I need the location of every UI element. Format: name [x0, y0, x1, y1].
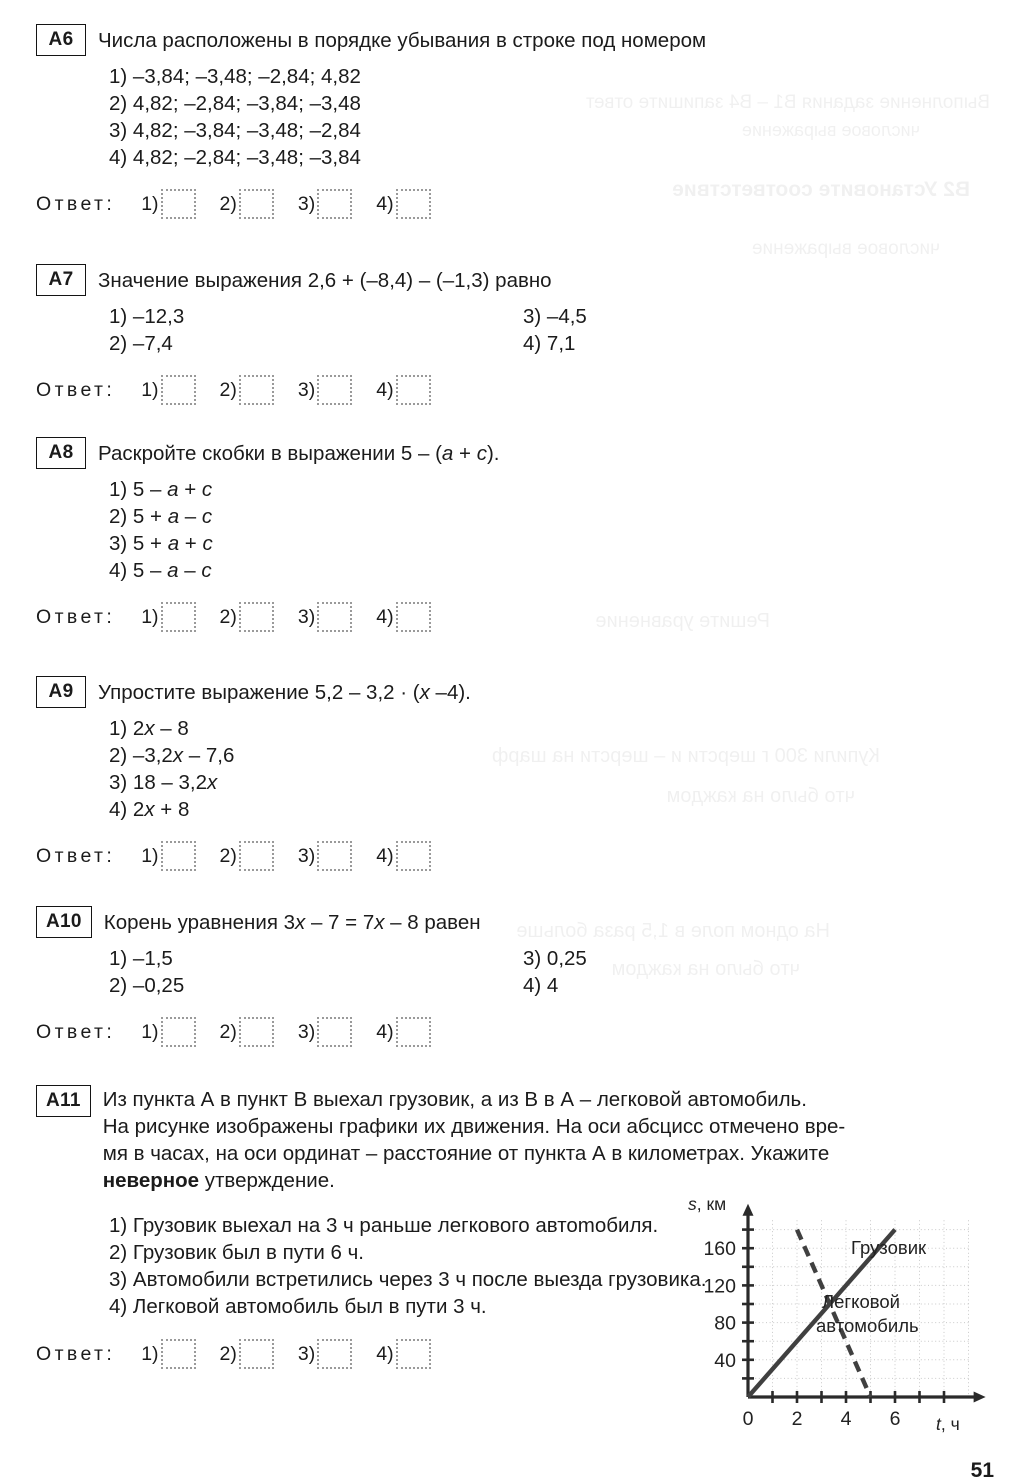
- prompt-text: –4).: [429, 681, 471, 704]
- answer-checkbox-4[interactable]: [396, 1339, 431, 1369]
- x-axis-arrow-icon: [974, 1392, 986, 1403]
- answer-choice-2[interactable]: [220, 841, 288, 871]
- series-label-car-line2: автомобиль: [816, 1315, 919, 1336]
- task-a11-option-2[interactable]: 2) Грузовик был в пути 6 ч.: [109, 1241, 364, 1264]
- answer-choice-2[interactable]: [220, 1017, 288, 1047]
- ghost-line: что было на каждом: [666, 785, 855, 807]
- y-axis-variable: s: [688, 1194, 697, 1214]
- prompt-text: +: [453, 442, 477, 465]
- answer-choice-1[interactable]: [141, 602, 209, 632]
- task-a7-option-3[interactable]: 3) –4,5: [523, 305, 587, 328]
- task-a11-prompt-line-1: Из пункта А в пункт В выехал грузовик, а из В в А – легковой автомобиль.: [102, 1088, 807, 1111]
- variable-a: a: [167, 532, 180, 555]
- task-a7-header: [36, 264, 996, 296]
- answer-choice-1[interactable]: [141, 1339, 209, 1369]
- answer-choice-number: 2): [219, 605, 237, 628]
- task-a8-answer-row: [36, 602, 996, 632]
- task-a9-option-4[interactable]: [109, 796, 996, 823]
- answer-checkbox-3[interactable]: [317, 1017, 352, 1047]
- answer-choice-3[interactable]: [298, 841, 366, 871]
- answer-choice-4[interactable]: [376, 841, 444, 871]
- task-a10-option-1[interactable]: 1) –1,5: [109, 947, 173, 970]
- answer-checkbox-1[interactable]: [161, 841, 196, 871]
- x-axis-variable: t: [936, 1414, 941, 1434]
- task-a6-options: [36, 63, 996, 171]
- answer-choice-number: 3): [297, 192, 316, 215]
- opt-text: 3) 18 – 3,2: [109, 771, 208, 794]
- answer-choice-number: 4): [376, 1020, 394, 1043]
- opt-text: 4) 5 –: [109, 559, 168, 582]
- answer-checkbox-1[interactable]: [161, 375, 196, 405]
- answer-checkbox-3[interactable]: [317, 841, 352, 871]
- task-a11-prompt-line-4: [103, 1167, 983, 1194]
- answer-checkbox-3[interactable]: [317, 375, 352, 405]
- answer-label: Ответ:: [36, 1342, 116, 1365]
- opt-text: –: [178, 559, 202, 582]
- task-a10-tag: A10: [36, 906, 92, 938]
- variable-c: c: [201, 478, 213, 501]
- task-a11-prompt-line-2: На рисунке изображены графики их движения. На оси абсцисс отмечено вре-: [102, 1115, 846, 1138]
- prompt-text: – 8 равен: [384, 911, 481, 934]
- variable-a: a: [167, 478, 179, 501]
- answer-choice-4[interactable]: [376, 189, 444, 219]
- answer-choice-number: 4): [376, 844, 394, 867]
- answer-choice-2[interactable]: [220, 189, 288, 219]
- variable-x: x: [419, 681, 430, 704]
- variable-c: c: [476, 442, 487, 465]
- task-a7-option-1[interactable]: 1) –12,3: [109, 305, 185, 328]
- x-axis-tick-label: 6: [889, 1408, 901, 1430]
- ghost-line: что было на каждом: [611, 958, 800, 980]
- task-a6: [36, 24, 996, 219]
- answer-choice-number: 2): [219, 192, 237, 215]
- variable-x: x: [207, 771, 218, 794]
- answer-choice-number: 2): [219, 844, 237, 867]
- opt-text: 2) 5 +: [109, 505, 168, 528]
- variable-a: a: [167, 559, 179, 582]
- answer-choice-number: 3): [297, 1342, 316, 1365]
- answer-choice-2[interactable]: [220, 375, 288, 405]
- x-axis-tick-label: 4: [840, 1408, 852, 1430]
- opt-text: 3) 5 +: [109, 532, 168, 555]
- answer-choice-3[interactable]: [298, 602, 366, 632]
- answer-choice-4[interactable]: [376, 602, 444, 632]
- opt-text: – 8: [154, 717, 189, 740]
- answer-choice-3[interactable]: [298, 375, 366, 405]
- task-a10-prompt: [92, 906, 481, 936]
- answer-checkbox-1[interactable]: [161, 189, 196, 219]
- prompt-text: утверждение.: [199, 1169, 335, 1192]
- opt-text: +: [179, 532, 203, 555]
- task-a6-option-4[interactable]: 4) 4,82; –2,84; –3,48; –3,84: [109, 146, 361, 169]
- x-axis-label: [936, 1414, 960, 1435]
- answer-choice-number: 3): [297, 844, 316, 867]
- ghost-line: Выполнение задания В1 – В4 запишите ответ: [585, 92, 990, 113]
- task-a7-answer-row: [36, 375, 996, 405]
- answer-label: Ответ:: [36, 192, 116, 215]
- answer-checkbox-4[interactable]: [396, 375, 431, 405]
- task-a6-option-1[interactable]: 1) –3,84; –3,48; –2,84; 4,82: [109, 65, 361, 88]
- task-a11-option-4[interactable]: 4) Легковой автомобиль был в пути 3 ч.: [109, 1295, 487, 1318]
- task-a9-option-2[interactable]: [109, 742, 996, 769]
- prompt-text: Раскройте скобки в выражении 5 – (: [98, 442, 442, 465]
- answer-choice-number: 2): [219, 378, 237, 401]
- opt-text: 2) –3,2: [109, 744, 173, 767]
- y-axis-tick-label: 80: [714, 1312, 736, 1335]
- answer-choice-number: 2): [219, 1342, 237, 1365]
- opt-text: + 8: [154, 798, 190, 821]
- opt-text: –: [179, 505, 202, 528]
- variable-x: x: [172, 744, 184, 767]
- task-a8-prompt: [86, 437, 499, 467]
- series-label-truck: Грузовик: [851, 1237, 927, 1258]
- answer-checkbox-3[interactable]: [317, 1339, 352, 1369]
- answer-choice-3[interactable]: [298, 1017, 366, 1047]
- answer-checkbox-3[interactable]: [317, 189, 352, 219]
- answer-checkbox-2[interactable]: [239, 1339, 274, 1369]
- variable-c: c: [201, 559, 212, 582]
- opt-text: 4) 2: [109, 798, 145, 821]
- answer-checkbox-4[interactable]: [396, 189, 431, 219]
- answer-checkbox-4[interactable]: [396, 1017, 431, 1047]
- task-a8-option-1[interactable]: [109, 476, 996, 503]
- answer-choice-1[interactable]: [141, 189, 209, 219]
- task-a8-header: [36, 437, 996, 469]
- task-a10-options: [36, 945, 996, 999]
- prompt-text: ).: [486, 442, 500, 465]
- task-a9-option-3[interactable]: [109, 769, 996, 796]
- answer-choice-number: 4): [376, 378, 394, 401]
- page-number: 51: [970, 1459, 994, 1482]
- task-a6-header: [36, 24, 996, 56]
- answer-checkbox-3[interactable]: [317, 602, 352, 632]
- answer-choice-number: 4): [376, 192, 394, 215]
- task-a9: [36, 676, 996, 871]
- x-axis-unit: , ч: [940, 1414, 960, 1434]
- ghost-line: Решите уравнение: [595, 610, 770, 632]
- answer-choice-number: 3): [297, 1020, 316, 1043]
- answer-checkbox-2[interactable]: [239, 189, 274, 219]
- answer-choice-number: 1): [141, 378, 159, 401]
- task-a9-prompt: [86, 676, 471, 706]
- answer-choice-4[interactable]: [376, 1339, 444, 1369]
- answer-label: Ответ:: [36, 844, 116, 867]
- y-axis-label: [688, 1194, 726, 1215]
- answer-checkbox-2[interactable]: [239, 841, 274, 871]
- answer-choice-2[interactable]: [220, 602, 288, 632]
- task-a9-answer-row: [36, 841, 996, 871]
- x-axis-tick-label: 2: [791, 1408, 803, 1430]
- task-a7: [36, 264, 996, 405]
- answer-checkbox-1[interactable]: [161, 1017, 196, 1047]
- answer-choice-2[interactable]: [220, 1339, 288, 1369]
- y-axis-tick-label: 40: [714, 1349, 736, 1372]
- variable-a: a: [167, 505, 180, 528]
- opt-text: 1) 5 –: [109, 478, 168, 501]
- task-a6-option-3[interactable]: 3) 4,82; –3,84; –3,48; –2,84: [109, 119, 361, 142]
- task-a10-option-2[interactable]: 2) –0,25: [109, 974, 185, 997]
- answer-checkbox-2[interactable]: [239, 602, 274, 632]
- task-a8: [36, 437, 996, 632]
- answer-label: Ответ:: [36, 378, 116, 401]
- task-a6-answer-row: [36, 189, 996, 219]
- task-a9-header: [36, 676, 996, 708]
- answer-choice-1[interactable]: [141, 1017, 209, 1047]
- task-a10-header: [36, 906, 996, 938]
- ghost-line: числовое выражение: [741, 120, 920, 140]
- answer-choice-1[interactable]: [141, 375, 209, 405]
- task-a9-option-1[interactable]: [109, 715, 996, 742]
- answer-choice-number: 1): [141, 844, 159, 867]
- answer-choice-4[interactable]: [376, 1017, 444, 1047]
- ghost-line: На одном поле в 1,5 раза больше: [516, 920, 830, 942]
- task-a10: [36, 906, 996, 1047]
- answer-checkbox-1[interactable]: [161, 602, 196, 632]
- answer-checkbox-1[interactable]: [161, 1339, 196, 1369]
- task-a7-prompt: Значение выражения 2,6 + (–8,4) – (–1,3) равно: [98, 269, 552, 292]
- prompt-text: Корень уравнения 3: [103, 911, 296, 934]
- task-a9-options: [36, 715, 996, 823]
- ghost-line: числовое выражение: [751, 238, 940, 259]
- answer-checkbox-4[interactable]: [396, 841, 431, 871]
- variable-x: x: [144, 798, 155, 821]
- task-a8-tag: A8: [36, 437, 86, 469]
- task-a11-prompt-line-3: мя в часах, на оси ординат – расстояние от пункта А в километрах. Укажите: [102, 1142, 830, 1165]
- answer-checkbox-2[interactable]: [239, 1017, 274, 1047]
- answer-choice-number: 1): [141, 1020, 159, 1043]
- opt-text: 1) 2: [109, 717, 145, 740]
- variable-x: x: [144, 717, 155, 740]
- y-axis-unit: , км: [696, 1194, 727, 1214]
- task-a11-header: [36, 1085, 996, 1194]
- task-a11-tag: A11: [36, 1085, 91, 1117]
- y-axis-arrow-icon: [743, 1204, 754, 1216]
- ghost-line: Купили 300 г шерсти и – шерсти на шарф: [491, 745, 880, 767]
- answer-checkbox-2[interactable]: [239, 375, 274, 405]
- answer-checkbox-4[interactable]: [396, 602, 431, 632]
- variable-c: c: [202, 532, 213, 555]
- emphasis-nevernoe: неверное: [102, 1169, 200, 1192]
- answer-choice-number: 2): [219, 1020, 237, 1043]
- task-a8-option-4[interactable]: [109, 557, 996, 584]
- task-a8-options: [36, 476, 996, 584]
- answer-choice-3[interactable]: [298, 1339, 366, 1369]
- y-axis-tick-label: 160: [703, 1238, 736, 1261]
- variable-a: a: [441, 442, 454, 465]
- task-a7-option-4[interactable]: 4) 7,1: [523, 332, 576, 355]
- series-label-car-line1: Легковой: [822, 1291, 901, 1312]
- answer-choice-number: 1): [141, 1342, 159, 1365]
- answer-choice-number: 1): [141, 605, 159, 628]
- variable-c: c: [201, 505, 213, 528]
- task-a9-tag: A9: [36, 676, 86, 708]
- answer-choice-3[interactable]: [298, 189, 366, 219]
- prompt-text: – 7 = 7: [305, 911, 375, 934]
- variable-x: x: [374, 911, 385, 934]
- task-a7-option-2[interactable]: 2) –7,4: [109, 332, 173, 355]
- ghost-line: В2 Установите соответствие: [672, 178, 970, 201]
- task-a6-tag: A6: [36, 24, 86, 56]
- task-a10-answer-row: [36, 1017, 996, 1047]
- answer-choice-4[interactable]: [376, 375, 444, 405]
- task-a8-option-2[interactable]: [109, 503, 996, 530]
- task-a10-option-3[interactable]: 3) 0,25: [523, 947, 587, 970]
- answer-choice-number: 4): [376, 1342, 394, 1365]
- task-a7-options: [36, 303, 996, 357]
- answer-label: Ответ:: [36, 605, 116, 628]
- motion-graph-figure: [686, 1192, 986, 1442]
- opt-text: +: [178, 478, 202, 501]
- task-a11-option-1[interactable]: 1) Грузовик выехал на 3 ч раньше легкового автоmобиля.: [109, 1214, 659, 1237]
- task-a7-tag: A7: [36, 264, 86, 296]
- y-axis-tick-label: 120: [703, 1275, 736, 1298]
- opt-text: – 7,6: [183, 744, 235, 767]
- answer-choice-number: 3): [297, 378, 316, 401]
- answer-choice-number: 4): [376, 605, 394, 628]
- task-a10-option-4[interactable]: 4) 4: [523, 974, 559, 997]
- answer-label: Ответ:: [36, 1020, 116, 1043]
- task-a6-option-2[interactable]: 2) 4,82; –2,84; –3,84; –3,48: [109, 92, 361, 115]
- answer-choice-1[interactable]: [141, 841, 209, 871]
- task-a8-option-3[interactable]: [109, 530, 996, 557]
- task-a11-prompt: [91, 1085, 983, 1194]
- x-axis-tick-label: 0: [742, 1408, 754, 1430]
- variable-x: x: [295, 911, 306, 934]
- prompt-text: Упростите выражение 5,2 – 3,2 · (: [98, 681, 420, 704]
- task-a6-prompt: Числа расположены в порядке убывания в строке под номером: [98, 29, 707, 52]
- answer-choice-number: 1): [141, 192, 159, 215]
- answer-choice-number: 3): [297, 605, 316, 628]
- task-a11-option-3[interactable]: 3) Автомобили встретились через 3 ч после выезда грузовика.: [109, 1268, 707, 1291]
